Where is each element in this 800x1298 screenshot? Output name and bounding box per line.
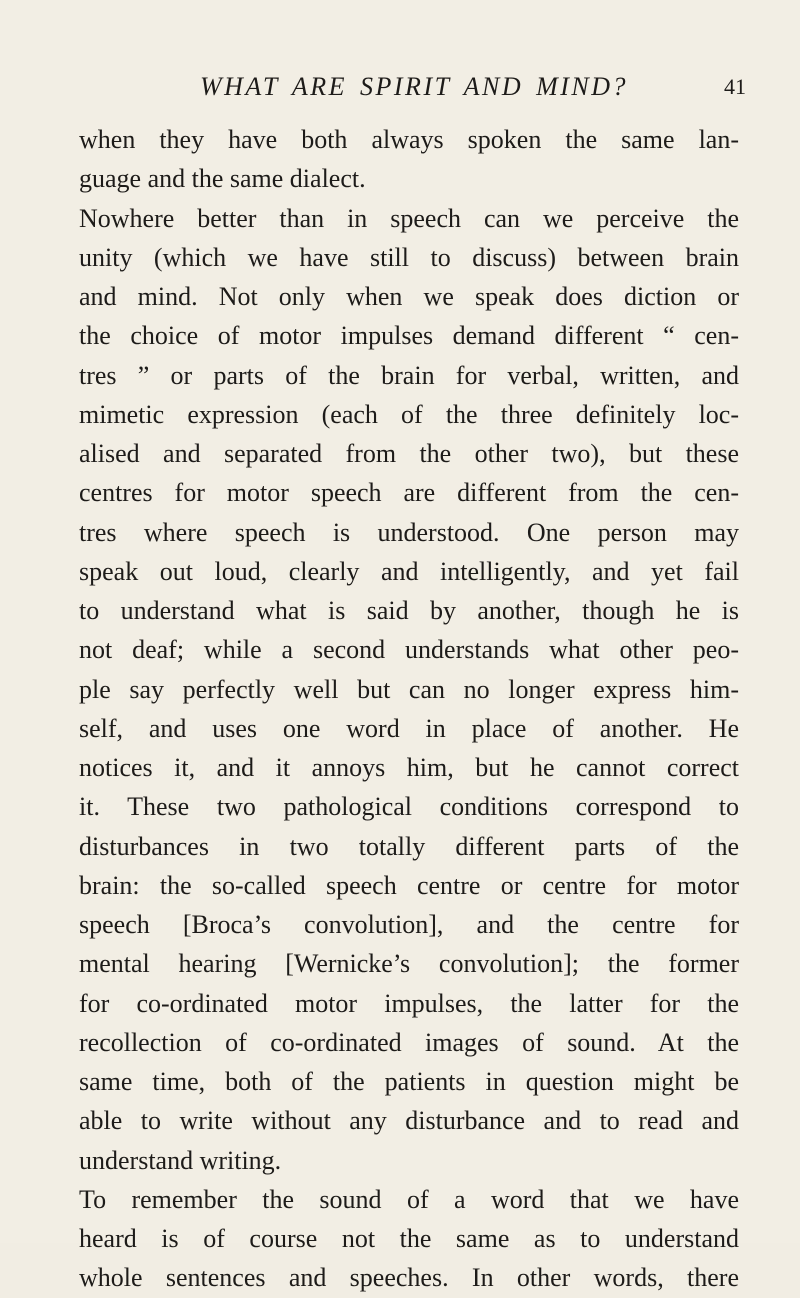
text-line: mimetic expression (each of the three definitely loc- [79, 399, 739, 429]
text-line: ple say perfectly well but can no longer express him- [79, 674, 739, 704]
text-line: notices it, and it annoys him, but he cannot correct [79, 753, 739, 782]
text-line: to understand what is said by another, though he is [79, 596, 739, 625]
text-line: alised and separated from the other two), but these [79, 439, 739, 468]
text-line: recollection of co-ordinated images of sound. At the [79, 1027, 739, 1057]
text-line: it. These two pathological conditions correspond to [79, 792, 739, 822]
text-line: tres where speech is understood. One person may [79, 517, 739, 547]
text-line: guage and the same dialect. [79, 164, 366, 194]
text-line: disturbances in two totally different parts of the [79, 831, 739, 861]
text-line: self, and uses one word in place of another. He [79, 713, 739, 743]
text-line: brain: the so-called speech centre or centre for motor [79, 870, 739, 900]
text-line: centres for motor speech are different from the cen- [79, 478, 739, 508]
running-title: WHAT ARE SPIRIT AND MIND? [200, 72, 629, 101]
page-number: 41 [724, 74, 746, 99]
text-line: not deaf; while a second understands what other peo- [79, 635, 739, 665]
text-line: and mind. Not only when we speak does diction or [79, 282, 739, 311]
text-line: same time, both of the patients in question might be [79, 1067, 739, 1096]
text-line: understand writing. [79, 1145, 282, 1175]
running-head [0, 72, 800, 112]
text-line: whole sentences and speeches. In other words, there [79, 1263, 739, 1293]
body-text [79, 120, 739, 1298]
text-line: speech [Broca’s convolution], and the centre for [79, 910, 739, 939]
text-line: unity (which we have still to discuss) between brain [79, 242, 739, 272]
paragraph-first-line: To remember the sound of a word that we have [79, 1184, 739, 1214]
text-line: when they have both always spoken the same lan- [79, 125, 739, 154]
text-line: for co-ordinated motor impulses, the latter for the [79, 988, 739, 1018]
text-line: able to write without any disturbance and to read and [79, 1106, 739, 1136]
text-line: tres ” or parts of the brain for verbal, written, and [79, 360, 739, 390]
paragraph-first-line: Nowhere better than in speech can we perceive the [79, 203, 739, 233]
text-line: mental hearing [Wernicke’s convolution]; the former [79, 949, 739, 979]
text-line: the choice of motor impulses demand different “ cen- [79, 321, 739, 351]
text-line: speak out loud, clearly and intelligently, and yet fail [79, 556, 739, 586]
text-line: heard is of course not the same as to understand [79, 1224, 739, 1253]
